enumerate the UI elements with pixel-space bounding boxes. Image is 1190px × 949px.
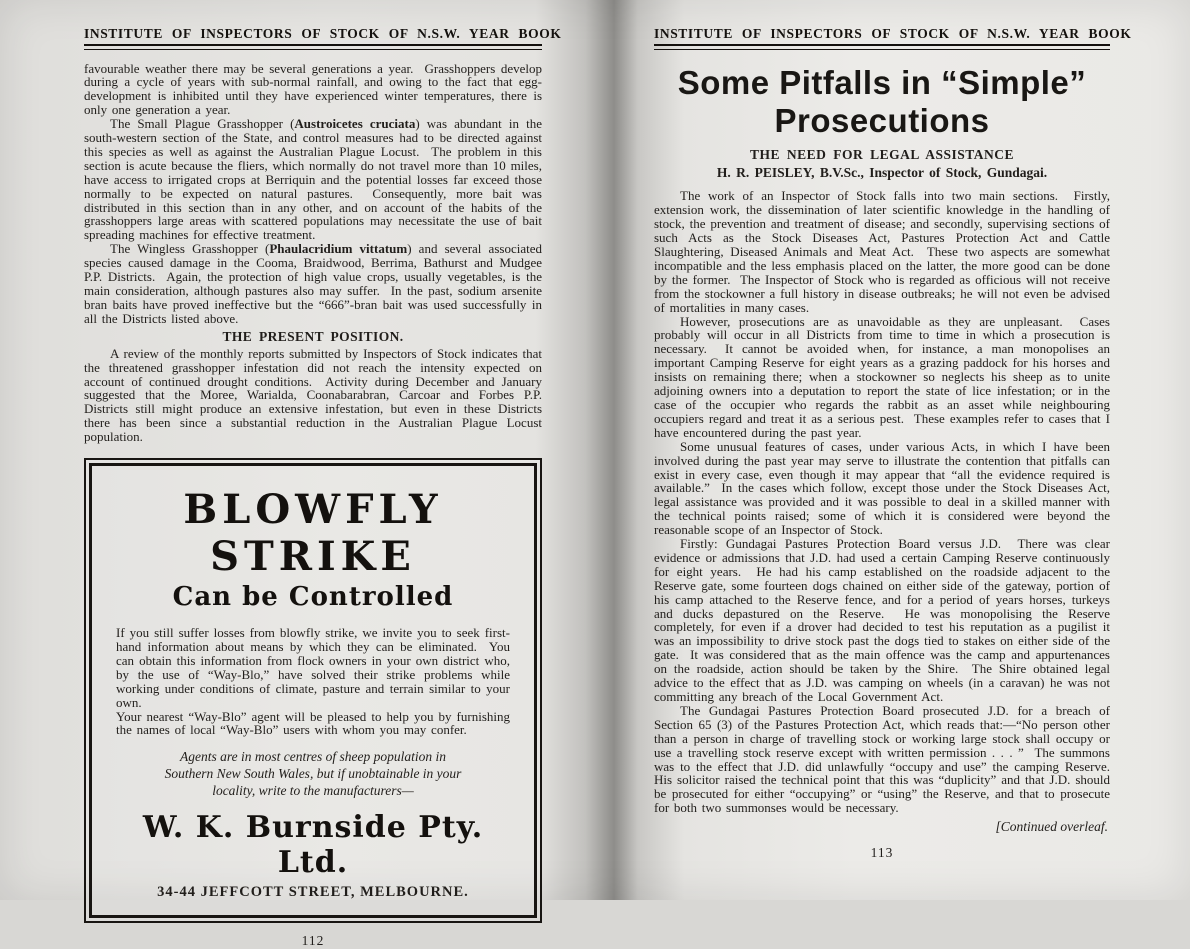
- body-paragraph: The Small Plague Grasshopper (Austroicetes cruciata) was abundant in the south-western section of the State, and control measures had to be directed against this species as well as against the Australian Plague Locust. The problem in this section is acute because the fliers, which normally do not travel more than 10 miles, have access to irrigated crops at Berriquin and the potential losses far exceed those normally to be expected on natural pastures. Consequently, more bait was distributed in this section than in any other, and on account of the habits of the grasshoppers large areas with scattered populations may necessitate the use of bait spreading machines for effective treatment.: [84, 116, 547, 243]
- body-paragraph: Your nearest “Way-Blo” agent will be pleased to help you by furnishing the names of local “Way-Blo” users with whom you may confer.: [116, 708, 515, 738]
- right-body: [654, 188, 1120, 816]
- article-byline: H. R. PEISLEY, B.V.Sc., Inspector of Stock, Gundagai.: [716, 165, 1048, 181]
- body-paragraph: A review of the monthly reports submitted by Inspectors of Stock indicates that the threatened grasshopper infestation did not reach the intensity expected on account of continued drought conditions. Activity during December and January suggested that the Moree, Warialda, Coonabarabran, Carcoar and Forbes P.P. Districts still might produce an extensive infestation, but even in these Districts there has been since a substantial reduction in the Australian Plague Locust population.: [84, 345, 547, 445]
- running-header-text: INSTITUTE OF INSPECTORS OF STOCK OF N.S.W. YEAR BOOK: [84, 26, 562, 41]
- right-page: [600, 0, 1190, 900]
- page-number: 113: [870, 845, 894, 861]
- ad-body: [116, 625, 515, 738]
- left-body-top: [84, 60, 547, 326]
- body-paragraph: The Wingless Grasshopper (Phaulacridium vittatum) and several associated species caused damage in the Cooma, Braidwood, Berrima, Bathurst and Mudgee P.P. Districts. Again, the protection of high value crops, usually vegetables, is the main consideration, although pastures also may suffer. In the past, sodium arsenite bran baits have proved ineffective but the “666”-bran bait was used successfully in all the Districts listed above.: [84, 241, 547, 326]
- body-paragraph: The work of an Inspector of Stock falls into two main sections. Firstly, extension work, the dissemination of later scientific knowledge in the handling of stock, the prevention and treatment of disease; and secondly, supervising sections of such Acts as the Stock Diseases Act, Pastures Protection Act and Cattle Slaughtering, Diseased Animals and Meat Act. These two aspects are somewhat incompatible and the less emphasis placed on the latter, the more good can be done by the former. The Inspector of Stock who is regarded as officious will not receive from the stockowner a full history in disease outbreaks; he will not even be advised of mortalities in many cases.: [654, 188, 1115, 315]
- ad-company-name: W. K. Burnside Pty. Ltd.: [142, 809, 484, 880]
- running-header-text: INSTITUTE OF INSPECTORS OF STOCK OF N.S.W. YEAR BOOK: [654, 26, 1132, 41]
- continued-note: [Continued overleaf.: [995, 819, 1108, 835]
- article-title: [654, 64, 1110, 142]
- section-heading: THE PRESENT POSITION.: [222, 328, 404, 344]
- article-title-line2: Prosecutions: [774, 102, 990, 140]
- body-paragraph: If you still suffer losses from blowfly strike, we invite you to seek first-hand information about means by which they can be eliminated. You can obtain this information from flock owners in your own district who, by the use of “Way-Blo,” have solved their strike problems while working under conditions of climate, pasture and terrain similar to your own.: [116, 625, 515, 710]
- advertisement-inner: [89, 463, 537, 918]
- body-paragraph: The Gundagai Pastures Protection Board prosecuted J.D. for a breach of Section 65 (3) of the Pastures Protection Act, which reads that:—“No person other than a person in charge of travelling stock or working large stock shall occupy or use a travelling stock reserve except with written permission . . . ” The summons was to the effect that J.D. did unlawfully “occupy and use” the camping Reserve. His solicitor raised the technical point that this was “duplicity” and that J.D. should be prosecuted for either “occupying” or “using” the Reserve, and that to prosecute for both two summonses would be necessary.: [654, 702, 1120, 816]
- ad-company-address: 34-44 JEFFCOTT STREET, MELBOURNE.: [157, 883, 469, 900]
- body-paragraph: Some unusual features of cases, under various Acts, in which I have been involved during the past year may serve to illustrate the contention that pitfalls can exist in every case, even though it may appear that “all the evidence required is available.” In the cases which follow, except those under the Stock Diseases Act, legal assistance was provided and it was possible to deal in a skilled manner with the technical points raised; some of which it is considered were beyond the reasonable scope of an Inspector of Stock.: [654, 438, 1115, 538]
- article-title-line1: Some Pitfalls in “Simple”: [677, 63, 1087, 101]
- article-subtitle: THE NEED FOR LEGAL ASSISTANCE: [749, 147, 1015, 163]
- page-number: 112: [301, 932, 325, 948]
- running-header: [654, 26, 1132, 50]
- advertisement: [84, 458, 542, 923]
- body-paragraph: favourable weather there may be several generations a year. Grasshoppers develop during a cycle of years with sub-normal rainfall, and owing to the fact that egg-development is inhibited until they have experienced winter temperatures, there is only one generation a year.: [84, 60, 547, 118]
- header-rule: [84, 44, 542, 50]
- ad-agents-note: Agents are in most centres of sheep population in Southern New South Wales, but if unobtainable in your locality, write to the manufacturers—: [164, 749, 462, 799]
- header-rule: [654, 44, 1110, 50]
- ad-headline: BLOWFLY STRIKE: [183, 486, 443, 581]
- running-header: [84, 26, 562, 50]
- ad-subheadline: Can be Controlled: [172, 582, 454, 613]
- body-paragraph: Firstly: Gundagai Pastures Protection Board versus J.D. There was clear evidence or admissions that J.D. had used a certain Camping Reserve continuously for eight years. He had his camp established on the roadside adjacent to the Reserve gate, some fourteen dogs chained on either side of the gateway, portion of his camp attached to the Reserve fence, and for a period of years horses, turkeys and ducks depastured on the Reserve. He was monopolising the Reserve completely, for even if a drover had decided to test his reputation as a pugilist it was an impossibility to drive stock past the dogs tied to stakes on either side of the gate. It was considered that as the main offence was the camp and appurtenances on the roadside, action should be taken by the Shire. The Shire obtained legal advice to the effect that as J.D. was camping on wheels (in a caravan) he was not committing any breach of the Local Government Act.: [654, 536, 1115, 704]
- left-body-bottom: [84, 345, 547, 445]
- body-paragraph: However, prosecutions are as unavoidable as they are unpleasant. Cases probably will occur in all Districts from time to time in which a prosecution is necessary. It cannot be avoided when, for instance, a man monopolises an important Camping Reserve for eight years as a grazing paddock for his horses and insists on remaining there; when a stockowner so neglects his sheep as to unite adjoining owners into a deputation to report the state of lice infestation; or in the case of the occupier who regards the rabbit as an asset while neighbouring occupiers regard and treat it as a serious pest. These examples refer to cases that I have encountered during the past year.: [654, 313, 1115, 440]
